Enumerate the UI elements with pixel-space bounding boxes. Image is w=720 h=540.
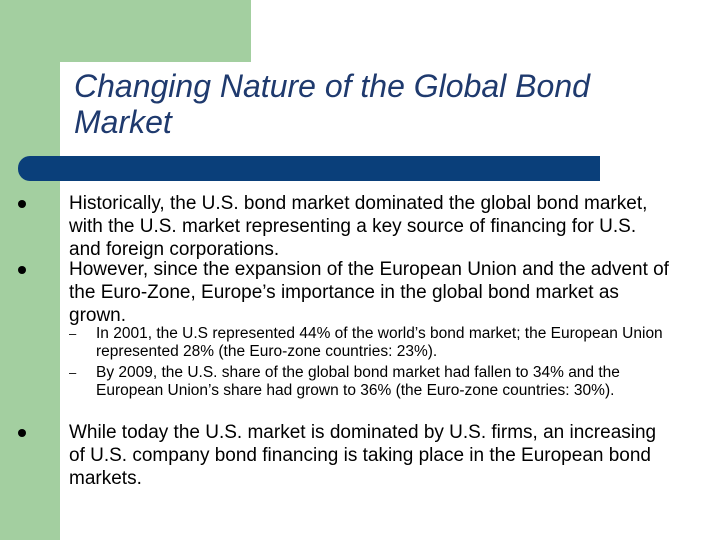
decorative-top-band (0, 0, 251, 62)
bullet-item (69, 192, 669, 261)
bullet-dot-icon (18, 200, 26, 208)
bullet-item (69, 421, 669, 490)
bullet-item (69, 258, 669, 327)
bullet-text: While today the U.S. market is dominated by U.S. firms, an increasing of U.S. company bond financing is taking place in the European bond markets. (69, 422, 657, 489)
sub-bullet-text: By 2009, the U.S. share of the global bond market had fallen to 34% and the European Union’s share had grown to 36% (the Euro-zone countries: 30%). (96, 364, 620, 399)
sub-bullet-text: In 2001, the U.S represented 44% of the world’s bond market; the European Union represented 28% (the Euro-zone countries: 23%). (96, 325, 663, 360)
dash-icon: – (69, 326, 77, 341)
bullet-text: Historically, the U.S. bond market dominated the global bond market, with the U.S. market representing a key source of financing for U.S. and foreign corporations. (69, 193, 648, 260)
slide-title: Changing Nature of the Global Bond Market (74, 68, 590, 140)
bullet-text: However, since the expansion of the European Union and the advent of the Euro-Zone, Europe’s importance in the global bond market as grown. (69, 259, 669, 326)
sub-bullet-item (69, 325, 686, 360)
sub-bullet-item (69, 364, 686, 399)
title-underline-bar (18, 156, 600, 181)
dash-icon: – (69, 365, 77, 380)
bullet-dot-icon (18, 429, 26, 437)
decorative-left-band (0, 0, 60, 540)
bullet-dot-icon (18, 266, 26, 274)
